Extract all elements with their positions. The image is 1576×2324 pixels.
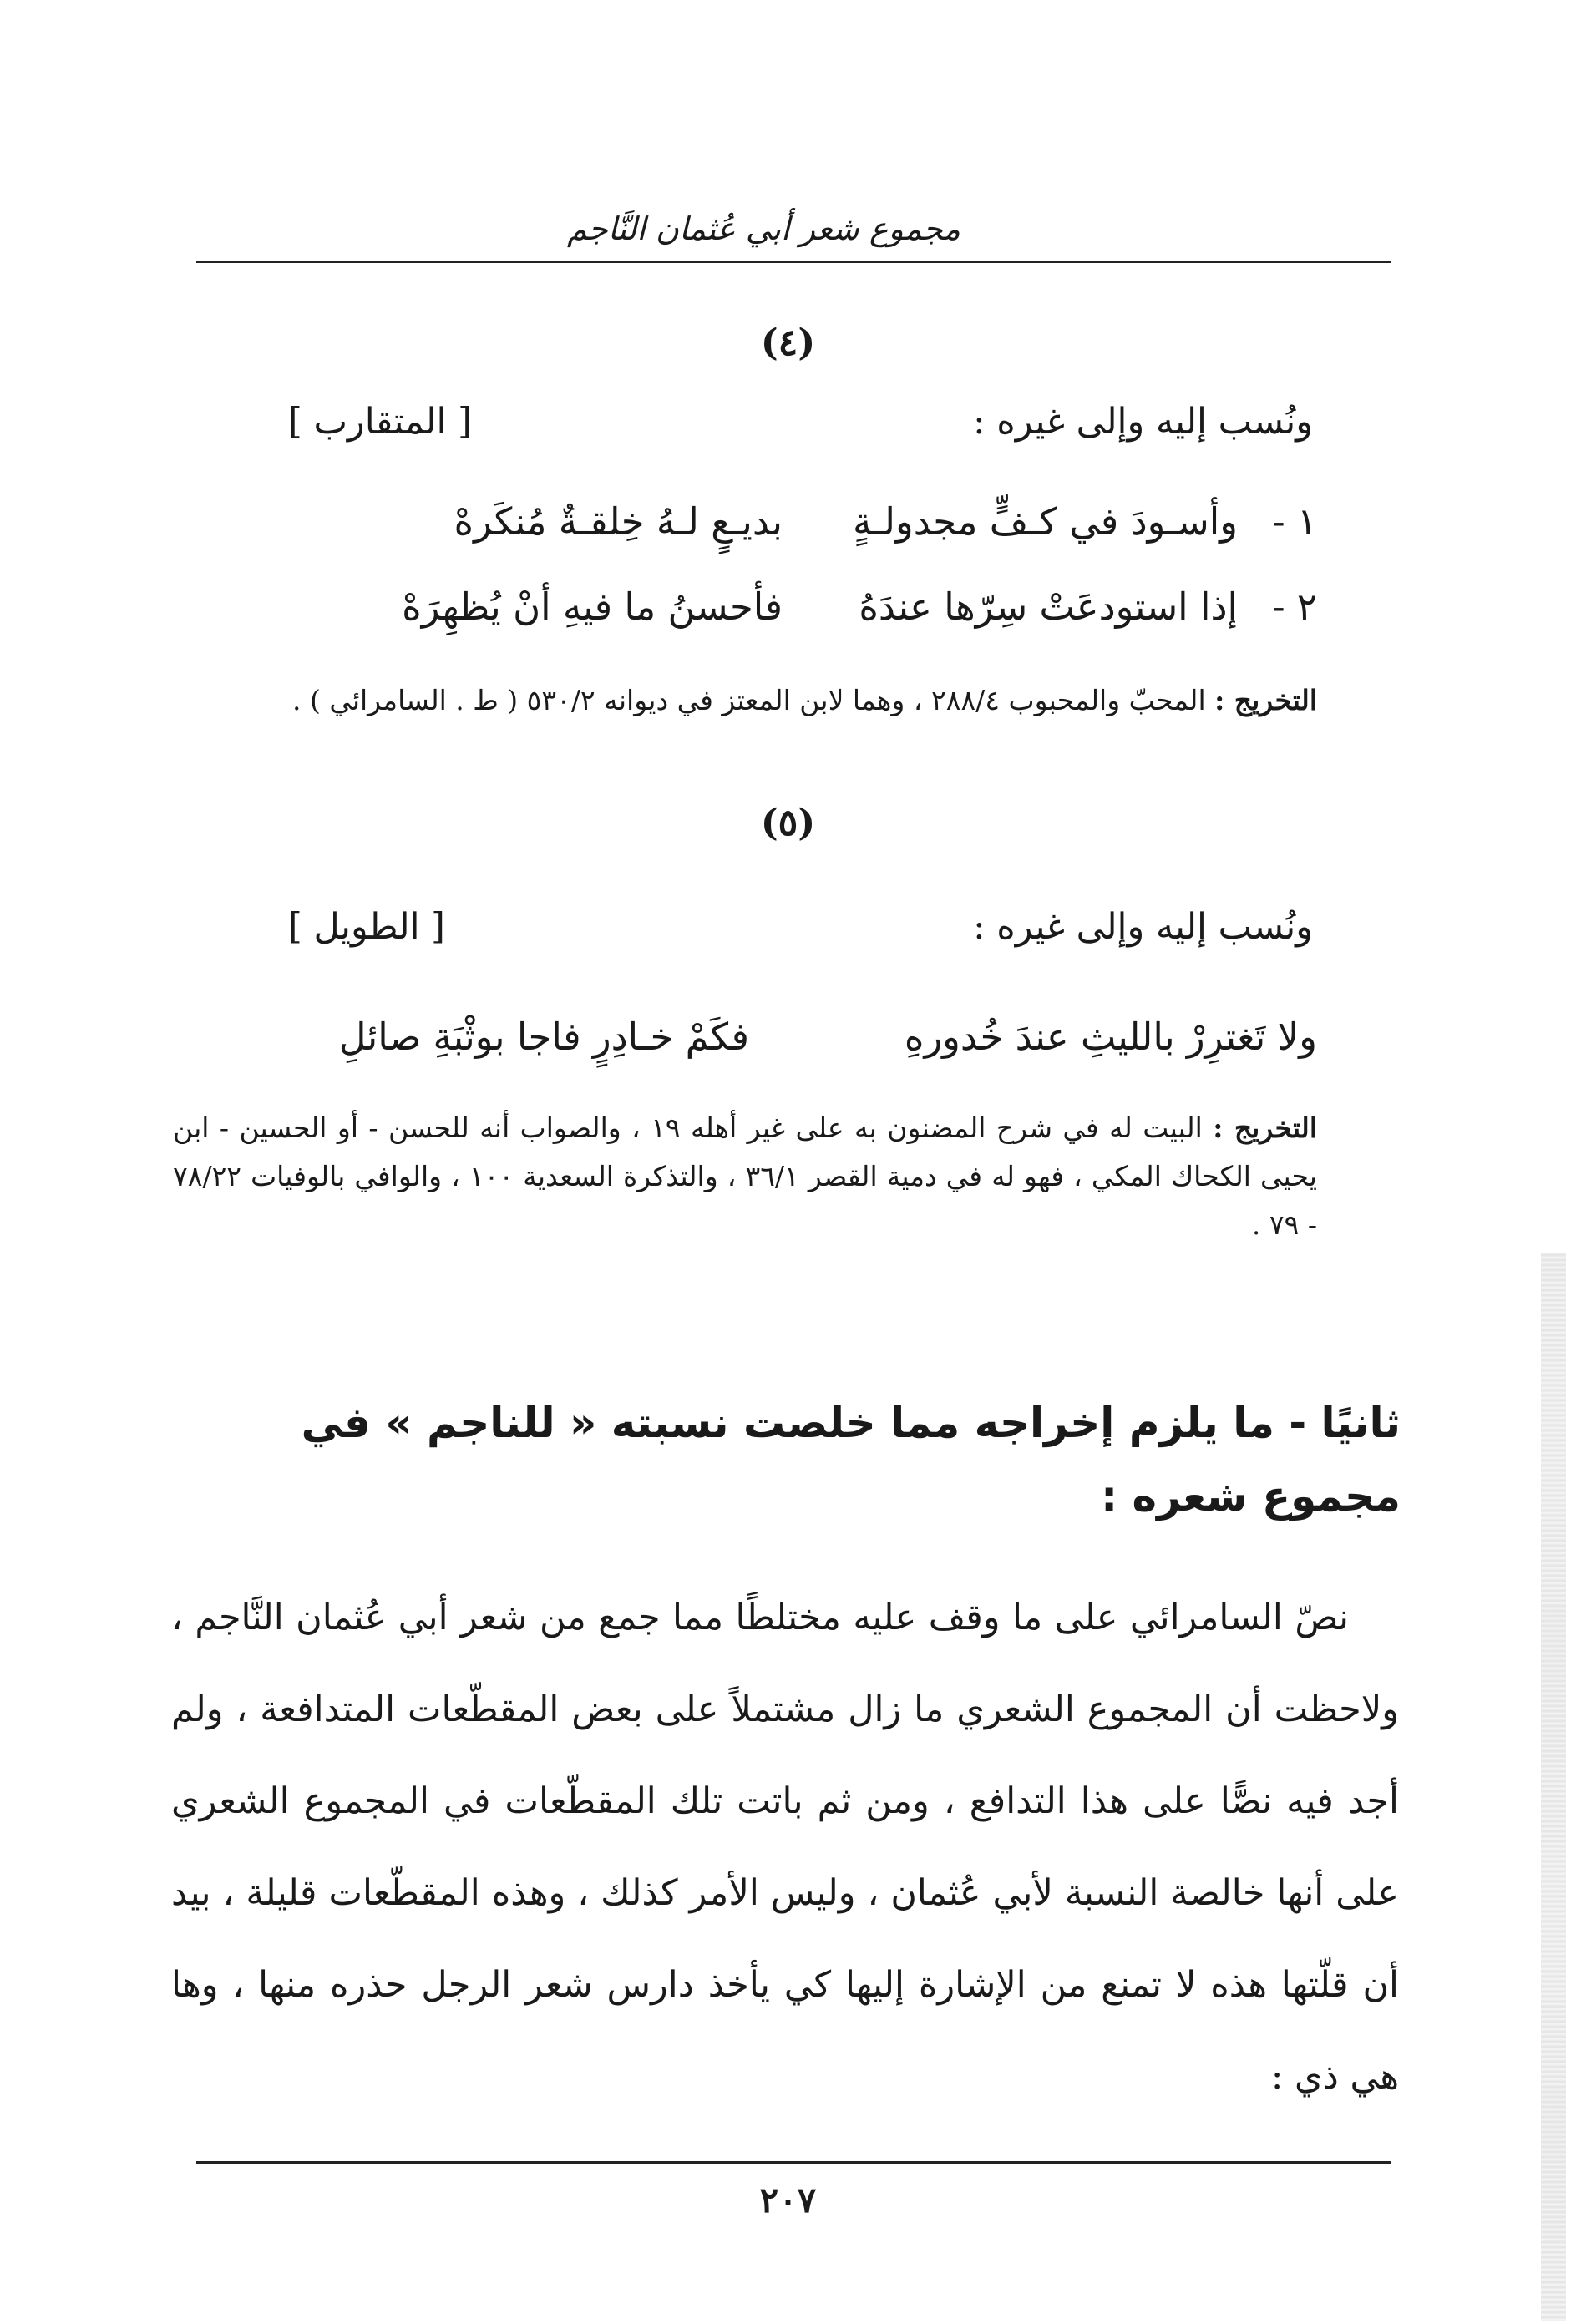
running-title: مجموع شعر أبي عُثمان النَّاجم xyxy=(567,210,960,247)
section-5-note xyxy=(173,1104,1317,1249)
verse-second-hemistich: فأحسنُ ما فيهِ أنْ يُظهِرَهْ xyxy=(402,585,783,629)
section-heading: ثانيًا - ما يلزم إخراجه مما خلصت نسبته « للناجم » في مجموع شعره : xyxy=(301,1399,1401,1521)
verse-number: ١ - xyxy=(1272,499,1317,544)
verse-first-hemistich: إذا استودعَتْ سِرّها عندَهُ xyxy=(859,585,1238,629)
section-4-verse-1 xyxy=(265,499,1317,558)
note-text: المحبّ والمحبوب ٢٨٨/٤ ، وهما لابن المعتز في ديوانه ٥٣٠/٢ ( ط . السامرائي ) . xyxy=(291,684,1206,716)
section-5-verse xyxy=(265,1015,1317,1073)
verse-second-hemistich: بديـعٍ لـهُ خِلقـةٌ مُنكَرهْ xyxy=(454,499,783,544)
verse-first-hemistich: وأسـودَ في كـفٍّ مجدولـةٍ xyxy=(852,499,1238,544)
section-5-meter: [ الطويل ] xyxy=(288,906,445,948)
note-label: التخريج : xyxy=(1214,684,1317,716)
verse-second-hemistich: فكَمْ خـادِرٍ فاجا بوثْبَةِ صائلِ xyxy=(338,1015,749,1059)
note-label: التخريج : xyxy=(1213,1111,1317,1144)
section-4-note xyxy=(173,676,1317,725)
body-paragraph: نصّ السامرائي على ما وقف عليه مختلطًا مما جمع من شعر أبي عُثمان النَّاجم ، ولاحظت أن المجموع الشعري ما زال مشتملاً على بعض المقطّعات المتدافعة ، ولم أجد فيه نصًّا على هذا التدافع ، ومن ثم باتت تلك المقطّعات في المجموع الشعري على أنها خالصة النسبة لأبي عُثمان ، وليس الأمر كذلك ، وهذه المقطّعات قليلة ، بيد أن قلّتها هذه لا تمنع من الإشارة إليها كي يأخذ دارس شعر الرجل حذره منها ، وها هي ذي : xyxy=(171,1597,1399,2098)
section-5-attribution: ونُسب إليه وإلى غيره : xyxy=(973,906,1313,948)
section-4-verse-2 xyxy=(265,585,1317,643)
page-number: ٢٠٧ xyxy=(759,2180,817,2220)
running-header xyxy=(196,194,1391,263)
section-5-number: (٥) xyxy=(760,802,816,844)
section-4-attribution: ونُسب إليه وإلى غيره : xyxy=(973,401,1313,443)
section-4-number: (٤) xyxy=(760,322,816,364)
note-text: البيت له في شرح المضنون به على غير أهله ١٩ ، والصواب أنه للحسن - أو الحسين - ابن يحيى الكحاك المكي ، فهو له في دمية القصر ٣٦/١ ، والتذكرة السعدية ١٠٠ ، والوافي بالوفيات ٧٨/٢٢ - ٧٩ . xyxy=(173,1111,1317,1241)
verse-first-hemistich: ولا تَغترِرْ بالليثِ عندَ خُدورهِ xyxy=(904,1015,1317,1059)
verse-number: ٢ - xyxy=(1272,585,1317,629)
section-4-meter: [ المتقارب ] xyxy=(288,401,472,443)
footer-rule xyxy=(196,2161,1391,2164)
scan-edge xyxy=(1541,1253,1566,2321)
